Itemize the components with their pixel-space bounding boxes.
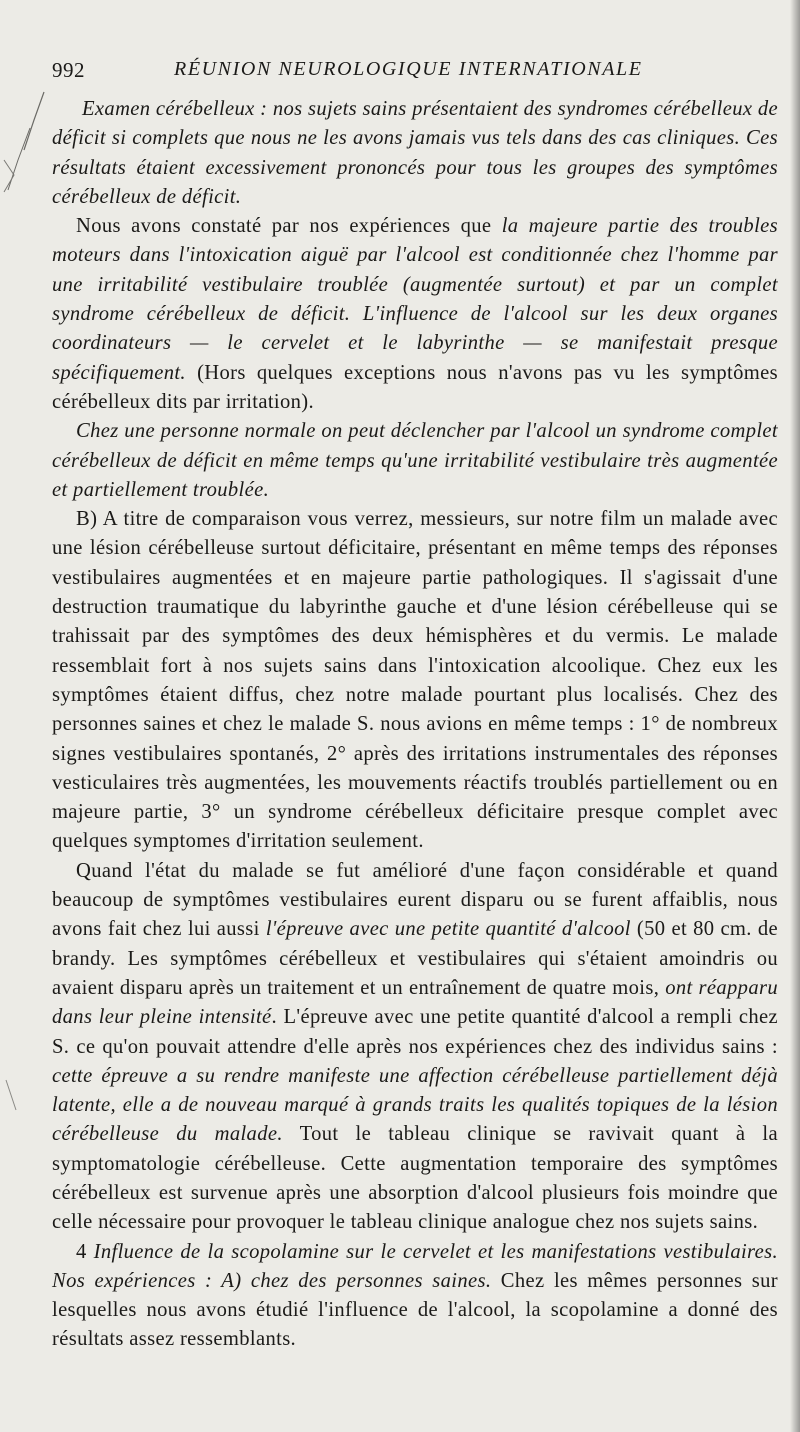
text-span: (50 et 80 cm. de brandy. Les symptômes cérébelleux et vestibulaires qui s'étaient amoindris ou avaient disparu après un traitement et un entraînement de quatre mois, <box>52 918 778 999</box>
italic-span: cette épreuve a su rendre manifeste une affection cérébelleuse partiellement déjà latente, elle a de nouveau marqué à grands traits les qualités topiques de la lésion cérébelleuse du malade. <box>52 1064 778 1146</box>
paragraph-scopolamine <box>52 1238 778 1355</box>
paragraph-comparison <box>52 505 778 857</box>
text-span: Chez les mêmes personnes sur lesquelles nous avons étudié l'influence de l'alcool, la scopolamine a donné des résultats assez ressemblants. <box>52 1269 778 1351</box>
paragraph-cerebellar-exam <box>52 95 778 212</box>
text-span: B) A titre de comparaison vous verrez, messieurs, sur notre film un malade avec une lésion cérébelleuse surtout déficitaire, présentant en même temps des réponses vestibulaires augmentées et en majeure partie pathologiques. Il s'agissait d'une destruction traumatique du labyrinthe gauche et d'une lésion cérébelleuse qui se trahissait par des symptômes des deux hémisphères et du vermis. Le malade ressemblait fort à nos sujets sains dans l'intoxication alcoolique. Chez eux les symptômes étaient diffus, chez notre malade pourtant plus localisés. Chez des personnes saines et chez le malade S. nous avions en même temps : 1° de nombreux signes vestibulaires spontanés, 2° après des irritations instrumentales des réponses vesticulaires très augmentées, les mouvements réactifs troublés partiellement ou en majeure partie, 3° un syndrome cérébelleux déficitaire presque complet avec quelques symptomes d'irritation seulement. <box>52 508 778 853</box>
running-title: RÉUNION NEUROLOGIQUE INTERNATIONALE <box>174 58 643 80</box>
body-text <box>52 95 778 1355</box>
page-number: 992 <box>52 58 85 82</box>
italic-span: ont réapparu dans leur pleine intensité <box>52 976 778 1029</box>
paragraph-patient-improvement <box>52 857 778 1238</box>
italic-span: Chez une personne normale on peut déclencher par l'alcool un syndrome complet cérébelleux de déficit en même temps qu'une irritabilité vestibulaire très augmentée et partiellement troublée. <box>52 420 778 501</box>
margin-pencil-marks <box>0 80 50 1180</box>
paragraph-normal-person <box>52 417 778 505</box>
text-span: Quand l'état du malade se fut amélioré d'une façon considérable et quand beaucoup de symptômes vestibulaires eurent disparu ou se furent affaiblis, nous avons fait chez lui aussi <box>52 859 778 941</box>
page-edge-shadow <box>790 0 800 1432</box>
section-number: 4 <box>76 1240 94 1263</box>
italic-span: Influence de la scopolamine sur le cervelet et les manifestations vestibulaires. Nos expériences : A) chez des personnes saines. <box>52 1240 778 1292</box>
paragraph-findings <box>52 212 778 417</box>
text-span: Tout le tableau clinique se ravivait quant à la symptomatologie cérébelleuse. Cette augmentation temporaire des symptômes cérébelleux est survenue après une absorption d'alcool plusieurs fois moindre que celle nécessaire pour provoquer le tableau clinique analogue chez nos sujets sains. <box>52 1123 778 1234</box>
italic-span: Examen cérébelleux : nos sujets sains présentaient des syndromes cérébelleux de déficit si complets que nous ne les avons jamais vus tels dans des cas cliniques. Ces résultats étaient excessivement prononcés pour tous les groupes des symptômes cérébelleux de déficit. <box>52 98 778 208</box>
italic-span: l'épreuve avec une petite quantité d'alcool <box>265 918 631 941</box>
running-header <box>52 58 777 88</box>
italic-span: la majeure partie des troubles moteurs dans l'intoxication aiguë par l'alcool est conditionnée chez l'homme par une irritabilité vestibulaire troublée (augmentée surtout) et par un complet syndrome cérébelleux de déficit. L'influence de l'alcool sur les deux organes coordinateurs — le cervelet et le labyrinthe — se manifestait presque spécifiquement. <box>52 215 778 384</box>
text-span: . L'épreuve avec une petite quantité d'alcool a rempli chez S. ce qu'on pouvait attendre d'elle après nos expériences chez des individus sains : <box>52 1006 779 1058</box>
text-span: Nous avons constaté par nos expériences que <box>76 215 502 238</box>
text-span: (Hors quelques exceptions nous n'avons pas vu les symptômes cérébelleux dits par irritation). <box>52 361 778 413</box>
